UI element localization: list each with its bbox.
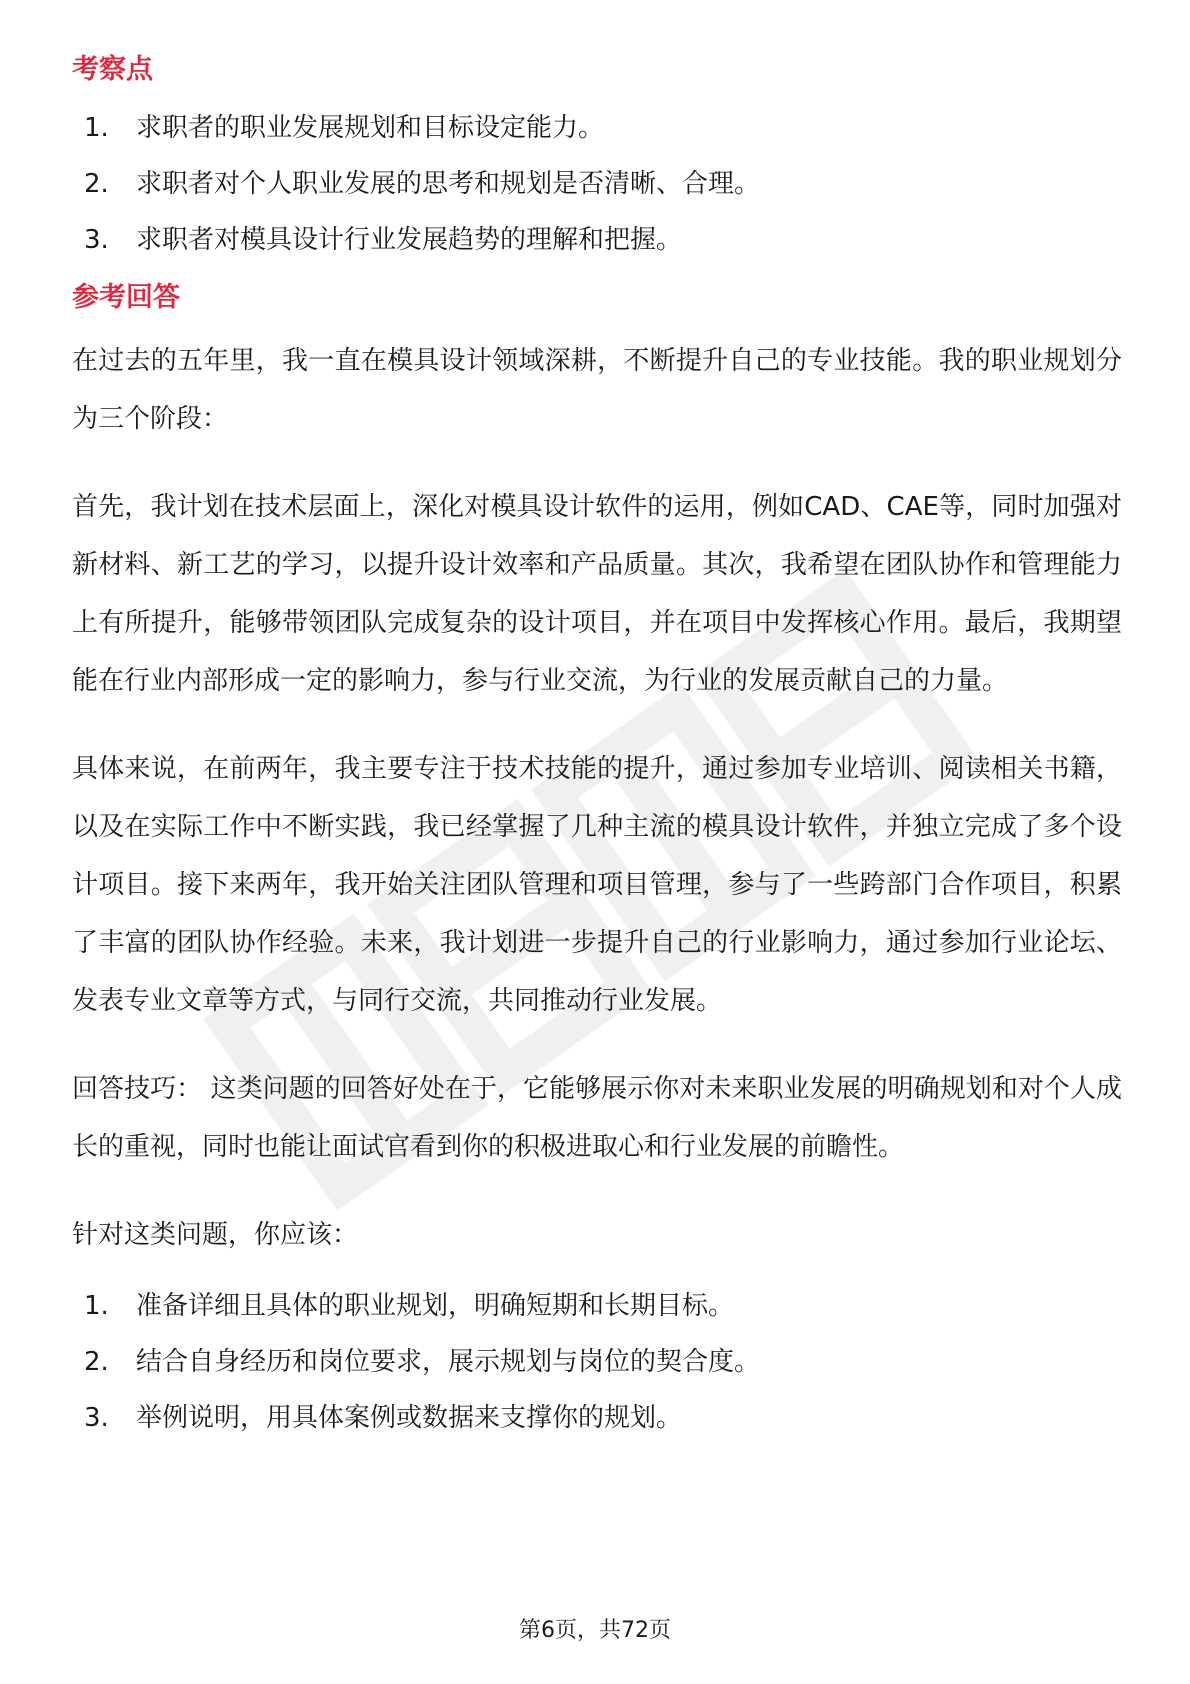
list-item-number: 3.: [84, 225, 109, 255]
list-item: [72, 1390, 1122, 1446]
list-item: [72, 1278, 1122, 1334]
section-title-key-points: 考察点: [72, 54, 153, 85]
advice-list: [72, 1278, 1122, 1446]
answer-paragraph-intro: 在过去的五年里，我一直在模具设计领域深耕，不断提升自己的专业技能。我的职业规划分为三个阶段：: [72, 346, 1122, 434]
list-item-number: 2.: [84, 1347, 109, 1377]
list-item-number: 1.: [84, 1291, 109, 1321]
page-number: 第6页，共72页: [519, 1618, 671, 1643]
list-item-number: 3.: [84, 1403, 109, 1433]
list-item: [72, 100, 1122, 156]
list-item-text: 求职者对个人职业发展的思考和规划是否清晰、合理。: [136, 169, 761, 199]
list-item: [72, 1334, 1122, 1390]
section-title-reference-answer: 参考回答: [72, 282, 180, 313]
advice-intro-paragraph: 针对这类问题，你应该：: [72, 1220, 359, 1250]
list-item: [72, 212, 1122, 268]
list-item-text: 结合自身经历和岗位要求，展示规划与岗位的契合度。: [136, 1347, 761, 1377]
list-item-text: 准备详细且具体的职业规划，明确短期和长期目标。: [136, 1291, 735, 1321]
page-content: [72, 50, 1122, 1446]
list-item-number: 2.: [84, 169, 109, 199]
list-item: [72, 156, 1122, 212]
list-item-text: 举例说明，用具体案例或数据来支撑你的规划。: [136, 1403, 683, 1433]
list-item-number: 1.: [84, 113, 109, 143]
answer-paragraph-details: 具体来说，在前两年，我主要专注于技术技能的提升，通过参加专业培训、阅读相关书籍，以及在实际工作中不断实践，我已经掌握了几种主流的模具设计软件，并独立完成了多个设计项目。接下来两年，我开始关注团队管理和项目管理，参与了一些跨部门合作项目，积累了丰富的团队协作经验。未来，我计划进一步提升自己的行业影响力，通过参加行业论坛、发表专业文章等方式，与同行交流，共同推动行业发展。: [72, 754, 1122, 1016]
list-item-text: 求职者对模具设计行业发展趋势的理解和把握。: [136, 225, 683, 255]
list-item-text: 求职者的职业发展规划和目标设定能力。: [136, 113, 605, 143]
key-points-list: [72, 100, 1122, 268]
answer-paragraph-plan: 首先，我计划在技术层面上，深化对模具设计软件的运用，例如CAD、CAE等，同时加强对新材料、新工艺的学习，以提升设计效率和产品质量。其次，我希望在团队协作和管理能力上有所提升，能够带领团队完成复杂的设计项目，并在项目中发挥核心作用。最后，我期望能在行业内部形成一定的影响力，参与行业交流，为行业的发展贡献自己的力量。: [72, 492, 1122, 696]
answer-tips-paragraph: 回答技巧： 这类问题的回答好处在于，它能够展示你对未来职业发展的明确规划和对个人成长的重视，同时也能让面试官看到你的积极进取心和行业发展的前瞻性。: [72, 1074, 1122, 1162]
